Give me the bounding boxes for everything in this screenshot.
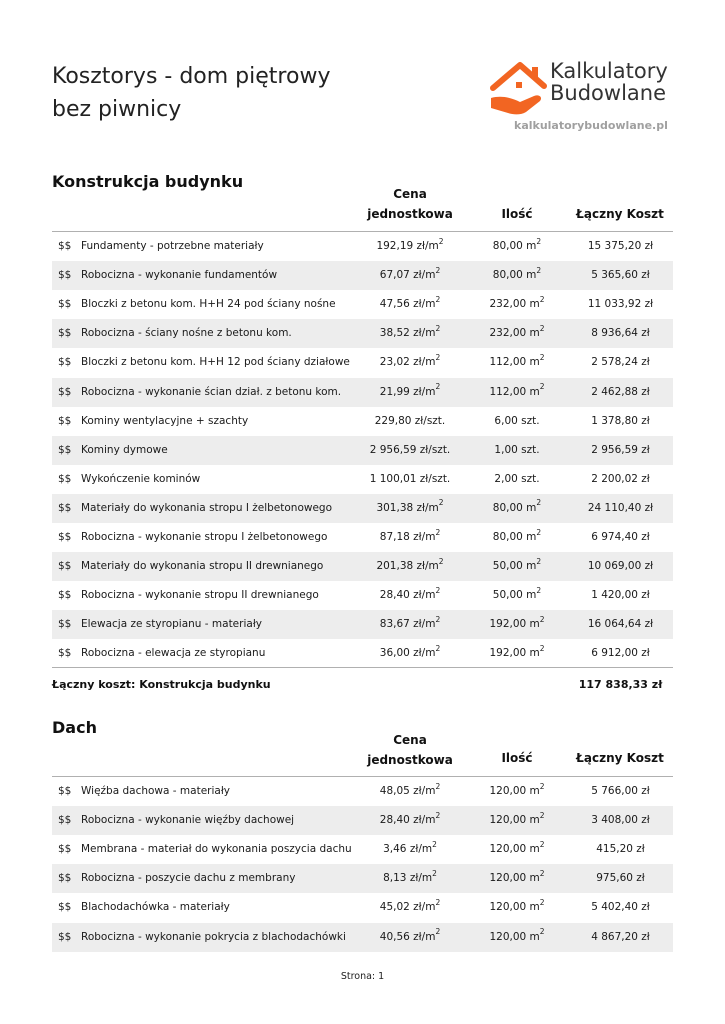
unit-price bbox=[357, 923, 463, 952]
price-level-symbol bbox=[58, 319, 71, 348]
line-total bbox=[572, 639, 669, 668]
item-name-text: Więźba dachowa - materiały bbox=[81, 785, 231, 797]
house-hand-icon bbox=[488, 58, 552, 118]
line-total-text: 2 200,02 zł bbox=[591, 472, 650, 485]
item-name bbox=[81, 494, 332, 523]
price-level-symbol bbox=[58, 378, 71, 407]
quantity-text: 50,00 m bbox=[492, 589, 537, 602]
item-name-text: Robocizna - elewacja ze styropianu bbox=[81, 647, 266, 660]
item-name bbox=[81, 552, 323, 581]
unit-price bbox=[357, 523, 463, 552]
quantity bbox=[469, 864, 565, 893]
line-total bbox=[572, 348, 669, 377]
item-name bbox=[81, 378, 341, 407]
line-total bbox=[572, 610, 669, 639]
table-row bbox=[52, 610, 673, 639]
document-title bbox=[52, 60, 330, 126]
col-header-price bbox=[357, 184, 463, 224]
col-header-price-line-2: jednostkowa bbox=[367, 753, 453, 767]
quantity-superscript: 2 bbox=[539, 294, 545, 304]
quantity-superscript: 2 bbox=[536, 236, 542, 246]
unit-price-text: 36,00 zł/m bbox=[379, 647, 436, 660]
unit-price-text: 28,40 zł/m bbox=[379, 814, 436, 827]
item-name bbox=[81, 261, 277, 290]
line-total bbox=[572, 407, 669, 436]
unit-price-superscript: 2 bbox=[435, 781, 441, 791]
price-level-symbol-text: $$ bbox=[58, 327, 72, 340]
unit-price-text: 1 100,01 zł/szt. bbox=[369, 472, 451, 485]
table-row bbox=[52, 893, 673, 922]
unit-price-text: 2 956,59 zł/szt. bbox=[369, 443, 451, 456]
price-level-symbol-text: $$ bbox=[58, 560, 72, 573]
item-name bbox=[81, 232, 264, 261]
unit-price bbox=[357, 319, 463, 348]
quantity-superscript: 2 bbox=[539, 614, 545, 624]
quantity bbox=[469, 610, 565, 639]
item-name bbox=[81, 581, 319, 610]
price-level-symbol-text: $$ bbox=[58, 618, 72, 631]
col-header-total: Łączny Koszt bbox=[576, 751, 664, 765]
unit-price-text: 87,18 zł/m bbox=[379, 531, 436, 543]
item-name-text: Kominy wentylacyjne + szachty bbox=[81, 414, 249, 427]
unit-price-superscript: 2 bbox=[432, 839, 437, 849]
unit-price-text: 23,02 zł/m bbox=[379, 356, 436, 369]
table-row bbox=[52, 378, 673, 407]
price-level-symbol bbox=[58, 290, 71, 319]
table-row bbox=[52, 777, 673, 806]
price-level-symbol-text: $$ bbox=[58, 472, 72, 485]
line-total-text: 5 365,60 zł bbox=[591, 269, 650, 282]
unit-price-superscript: 2 bbox=[438, 556, 444, 566]
price-level-symbol-text: $$ bbox=[58, 872, 72, 885]
table-row bbox=[52, 261, 673, 290]
quantity bbox=[469, 494, 565, 523]
unit-price-superscript: 2 bbox=[435, 382, 441, 391]
unit-price-superscript: 2 bbox=[435, 527, 441, 537]
quantity-text: 112,00 m bbox=[489, 385, 540, 398]
unit-price bbox=[357, 407, 463, 436]
item-name-text: Bloczki z betonu kom. H+H 24 pod ściany nośne bbox=[81, 298, 336, 311]
quantity-superscript: 2 bbox=[539, 781, 545, 791]
table-row bbox=[52, 864, 673, 893]
unit-price bbox=[357, 864, 463, 893]
unit-price-superscript: 2 bbox=[435, 614, 441, 624]
item-name bbox=[81, 465, 200, 494]
price-level-symbol bbox=[58, 436, 71, 465]
col-header-total: Łączny Koszt bbox=[576, 207, 664, 221]
table-row bbox=[52, 319, 673, 348]
quantity-text: 192,00 m bbox=[489, 618, 540, 631]
line-total-text: 6 912,00 zł bbox=[591, 647, 650, 660]
price-level-symbol-text: $$ bbox=[58, 785, 72, 797]
price-level-symbol-text: $$ bbox=[58, 814, 72, 827]
unit-price bbox=[357, 436, 463, 465]
table-row bbox=[52, 552, 673, 581]
line-total bbox=[572, 923, 669, 952]
table-row bbox=[52, 494, 673, 523]
unit-price-text: 47,56 zł/m bbox=[379, 298, 436, 311]
quantity-superscript: 2 bbox=[536, 556, 542, 566]
unit-price bbox=[357, 290, 463, 319]
quantity-text: 80,00 m bbox=[492, 240, 537, 252]
item-name-text: Robocizna - wykonanie fundamentów bbox=[81, 269, 278, 282]
line-total-text: 15 375,20 zł bbox=[587, 240, 654, 252]
table-row bbox=[52, 465, 673, 494]
line-total bbox=[572, 436, 669, 465]
line-total bbox=[572, 465, 669, 494]
item-name-text: Robocizna - poszycie dachu z membrany bbox=[81, 872, 296, 885]
quantity-text: 6,00 szt. bbox=[494, 414, 540, 427]
quantity-superscript: 2 bbox=[539, 927, 545, 936]
section-total-label: Łączny koszt: Konstrukcja budynku bbox=[52, 678, 271, 691]
price-level-symbol bbox=[58, 581, 71, 610]
quantity-superscript: 2 bbox=[536, 527, 542, 537]
unit-price-superscript: 2 bbox=[435, 294, 441, 304]
table-row bbox=[52, 581, 673, 610]
site-url[interactable]: kalkulatorybudowlane.pl bbox=[514, 119, 668, 132]
quantity bbox=[469, 319, 565, 348]
line-total bbox=[572, 494, 669, 523]
quantity-text: 120,00 m bbox=[489, 843, 540, 856]
quantity bbox=[469, 378, 565, 407]
item-name bbox=[81, 835, 352, 864]
quantity bbox=[469, 261, 565, 290]
quantity-text: 80,00 m bbox=[492, 269, 537, 282]
item-name-text: Kominy dymowe bbox=[81, 443, 168, 456]
item-name bbox=[81, 436, 168, 465]
unit-price-text: 28,40 zł/m bbox=[379, 589, 436, 602]
logo-text bbox=[550, 60, 668, 104]
line-total-text: 3 408,00 zł bbox=[591, 814, 650, 827]
price-level-symbol-text: $$ bbox=[58, 356, 72, 369]
quantity bbox=[469, 923, 565, 952]
line-total-text: 10 069,00 zł bbox=[587, 560, 654, 573]
item-name-text: Materiały do wykonania stropu II drewnianego bbox=[81, 560, 324, 573]
quantity-text: 120,00 m bbox=[489, 785, 540, 797]
table-row bbox=[52, 407, 673, 436]
quantity bbox=[469, 465, 565, 494]
item-name-text: Robocizna - ściany nośne z betonu kom. bbox=[81, 327, 292, 340]
price-level-symbol-text: $$ bbox=[58, 240, 72, 252]
line-total-text: 6 974,40 zł bbox=[591, 531, 650, 543]
quantity-superscript: 2 bbox=[539, 352, 545, 362]
section-total-value: 117 838,33 zł bbox=[578, 678, 663, 691]
price-level-symbol bbox=[58, 348, 71, 377]
unit-price bbox=[357, 610, 463, 639]
unit-price bbox=[357, 581, 463, 610]
quantity bbox=[469, 639, 565, 668]
price-level-symbol bbox=[58, 494, 71, 523]
line-total bbox=[572, 581, 669, 610]
item-name-text: Robocizna - wykonanie pokrycia z blachodachówki bbox=[81, 930, 346, 943]
section-dach bbox=[52, 718, 673, 958]
quantity bbox=[469, 232, 565, 261]
price-level-symbol bbox=[58, 864, 71, 893]
quantity bbox=[469, 407, 565, 436]
unit-price-text: 192,19 zł/m bbox=[376, 240, 439, 252]
quantity-superscript: 2 bbox=[539, 897, 545, 907]
unit-price-superscript: 2 bbox=[435, 927, 441, 936]
price-level-symbol-text: $$ bbox=[58, 414, 72, 427]
unit-price-text: 21,99 zł/m bbox=[379, 385, 436, 398]
item-name-text: Elewacja ze styropianu - materiały bbox=[81, 618, 263, 631]
unit-price bbox=[357, 835, 463, 864]
table-row bbox=[52, 348, 673, 377]
quantity bbox=[469, 777, 565, 806]
item-name bbox=[81, 639, 265, 668]
quantity bbox=[469, 523, 565, 552]
line-total-text: 11 033,92 zł bbox=[587, 298, 654, 311]
unit-price-superscript: 2 bbox=[435, 643, 441, 653]
col-header-qty: Ilość bbox=[501, 751, 533, 765]
page-number: Strona: 1 bbox=[340, 971, 385, 982]
quantity-text: 120,00 m bbox=[489, 872, 540, 885]
line-total bbox=[572, 261, 669, 290]
quantity-text: 120,00 m bbox=[489, 930, 540, 943]
line-total-text: 2 956,59 zł bbox=[591, 443, 650, 456]
price-level-symbol bbox=[58, 835, 71, 864]
quantity bbox=[469, 348, 565, 377]
item-name bbox=[81, 864, 295, 893]
line-total-text: 1 378,80 zł bbox=[591, 414, 650, 427]
quantity-superscript: 2 bbox=[539, 323, 545, 333]
unit-price-superscript: 2 bbox=[438, 236, 444, 246]
price-level-symbol bbox=[58, 893, 71, 922]
table-row bbox=[52, 923, 673, 952]
item-name-text: Robocizna - wykonanie stropu II drewnianego bbox=[81, 589, 319, 602]
quantity-text: 1,00 szt. bbox=[494, 443, 540, 456]
quantity-superscript: 2 bbox=[539, 868, 545, 878]
unit-price-text: 45,02 zł/m bbox=[379, 901, 436, 914]
unit-price bbox=[357, 893, 463, 922]
quantity bbox=[469, 581, 565, 610]
col-header-qty: Ilość bbox=[501, 207, 533, 221]
unit-price-text: 3,46 zł/m bbox=[383, 843, 433, 856]
line-total bbox=[572, 777, 669, 806]
item-name-text: Robocizna - wykonanie ścian dział. z betonu kom. bbox=[81, 385, 342, 398]
unit-price-superscript: 2 bbox=[435, 323, 441, 333]
quantity bbox=[469, 436, 565, 465]
line-total bbox=[572, 806, 669, 835]
line-total-text: 4 867,20 zł bbox=[591, 930, 650, 943]
item-name bbox=[81, 777, 230, 806]
total-divider bbox=[52, 667, 673, 668]
line-total bbox=[572, 319, 669, 348]
item-name-text: Robocizna - wykonanie więźby dachowej bbox=[81, 814, 295, 827]
item-name bbox=[81, 319, 292, 348]
unit-price-text: 67,07 zł/m bbox=[379, 269, 436, 282]
price-level-symbol bbox=[58, 407, 71, 436]
price-level-symbol-text: $$ bbox=[58, 501, 72, 514]
col-header-price-line-2: jednostkowa bbox=[367, 207, 453, 221]
quantity bbox=[469, 893, 565, 922]
title-line-1: Kosztorys - dom piętrowy bbox=[52, 64, 331, 89]
unit-price bbox=[357, 465, 463, 494]
brand-logo bbox=[488, 58, 688, 118]
quantity-text: 232,00 m bbox=[489, 327, 540, 340]
quantity-text: 80,00 m bbox=[492, 531, 537, 543]
quantity bbox=[469, 835, 565, 864]
price-level-symbol bbox=[58, 552, 71, 581]
quantity-text: 50,00 m bbox=[492, 560, 537, 573]
quantity-text: 80,00 m bbox=[492, 501, 537, 514]
unit-price-superscript: 2 bbox=[435, 265, 441, 275]
logo-line-2: Budowlane bbox=[550, 81, 667, 105]
item-name bbox=[81, 923, 346, 952]
line-total bbox=[572, 523, 669, 552]
price-level-symbol-text: $$ bbox=[58, 269, 72, 282]
item-name-text: Materiały do wykonania stropu I żelbetonowego bbox=[81, 501, 333, 514]
line-total-text: 2 462,88 zł bbox=[591, 385, 650, 398]
line-total bbox=[572, 835, 669, 864]
quantity-superscript: 2 bbox=[539, 382, 545, 391]
line-total-text: 415,20 zł bbox=[596, 843, 645, 856]
table-row bbox=[52, 523, 673, 552]
unit-price bbox=[357, 348, 463, 377]
quantity-text: 112,00 m bbox=[489, 356, 540, 369]
unit-price-superscript: 2 bbox=[435, 352, 441, 362]
line-total-text: 2 578,24 zł bbox=[591, 356, 650, 369]
quantity-superscript: 2 bbox=[536, 585, 542, 595]
price-level-symbol-text: $$ bbox=[58, 647, 72, 660]
line-total bbox=[572, 552, 669, 581]
price-level-symbol bbox=[58, 639, 71, 668]
item-name bbox=[81, 806, 294, 835]
price-level-symbol bbox=[58, 777, 71, 806]
price-level-symbol-text: $$ bbox=[58, 385, 72, 398]
price-level-symbol-text: $$ bbox=[58, 843, 72, 856]
price-level-symbol-text: $$ bbox=[58, 901, 72, 914]
unit-price-text: 229,80 zł/szt. bbox=[374, 414, 446, 427]
line-total-text: 5 402,40 zł bbox=[591, 901, 650, 914]
line-total bbox=[572, 378, 669, 407]
unit-price-text: 8,13 zł/m bbox=[383, 872, 433, 885]
quantity bbox=[469, 552, 565, 581]
unit-price-superscript: 2 bbox=[438, 498, 444, 508]
quantity-text: 120,00 m bbox=[489, 814, 540, 827]
col-header-price bbox=[357, 730, 463, 770]
quantity-text: 192,00 m bbox=[489, 647, 540, 660]
item-name-text: Fundamenty - potrzebne materiały bbox=[81, 240, 264, 252]
unit-price-text: 201,38 zł/m bbox=[376, 560, 439, 573]
col-header-price-line-1: Cena bbox=[393, 187, 427, 201]
table-row bbox=[52, 806, 673, 835]
unit-price bbox=[357, 232, 463, 261]
unit-price-text: 48,05 zł/m bbox=[379, 785, 436, 797]
item-name bbox=[81, 523, 327, 552]
quantity bbox=[469, 290, 565, 319]
table-row bbox=[52, 436, 673, 465]
item-name-text: Bloczki z betonu kom. H+H 12 pod ściany działowe bbox=[81, 356, 350, 369]
unit-price-superscript: 2 bbox=[432, 868, 437, 878]
item-name bbox=[81, 610, 262, 639]
price-level-symbol bbox=[58, 806, 71, 835]
item-name bbox=[81, 407, 248, 436]
item-name bbox=[81, 290, 336, 319]
section-title: Konstrukcja budynku bbox=[52, 172, 244, 191]
line-total-text: 24 110,40 zł bbox=[587, 501, 654, 514]
unit-price-text: 38,52 zł/m bbox=[379, 327, 436, 340]
unit-price-superscript: 2 bbox=[435, 810, 441, 820]
unit-price bbox=[357, 806, 463, 835]
unit-price bbox=[357, 494, 463, 523]
quantity-superscript: 2 bbox=[536, 498, 542, 508]
unit-price bbox=[357, 378, 463, 407]
unit-price-text: 40,56 zł/m bbox=[379, 930, 436, 943]
line-total bbox=[572, 864, 669, 893]
item-name bbox=[81, 893, 230, 922]
table-row bbox=[52, 835, 673, 864]
price-level-symbol bbox=[58, 610, 71, 639]
col-header-price-line-1: Cena bbox=[393, 733, 427, 747]
table-row bbox=[52, 232, 673, 261]
logo-line-1: Kalkulatory bbox=[550, 59, 668, 83]
unit-price bbox=[357, 777, 463, 806]
price-level-symbol-text: $$ bbox=[58, 589, 72, 602]
item-name bbox=[81, 348, 350, 377]
price-level-symbol-text: $$ bbox=[58, 531, 72, 543]
line-total-text: 16 064,64 zł bbox=[587, 618, 654, 631]
quantity bbox=[469, 806, 565, 835]
line-total-text: 8 936,64 zł bbox=[591, 327, 650, 340]
unit-price-text: 83,67 zł/m bbox=[379, 618, 436, 631]
section-title: Dach bbox=[52, 718, 97, 737]
unit-price bbox=[357, 639, 463, 668]
price-level-symbol bbox=[58, 261, 71, 290]
price-level-symbol bbox=[58, 923, 71, 952]
unit-price-superscript: 2 bbox=[435, 585, 441, 595]
unit-price bbox=[357, 261, 463, 290]
section-konstrukcja bbox=[52, 172, 673, 700]
item-name-text: Wykończenie kominów bbox=[81, 472, 201, 485]
line-total bbox=[572, 893, 669, 922]
unit-price bbox=[357, 552, 463, 581]
unit-price-text: 301,38 zł/m bbox=[376, 501, 439, 514]
unit-price-superscript: 2 bbox=[435, 897, 441, 907]
item-name-text: Membrana - materiał do wykonania poszycia dachu bbox=[81, 843, 352, 856]
table-row bbox=[52, 639, 673, 668]
line-total-text: 975,60 zł bbox=[596, 872, 645, 885]
quantity-superscript: 2 bbox=[539, 810, 545, 820]
table-row bbox=[52, 290, 673, 319]
quantity-text: 232,00 m bbox=[489, 298, 540, 311]
quantity-superscript: 2 bbox=[539, 839, 545, 849]
price-level-symbol-text: $$ bbox=[58, 443, 72, 456]
quantity-text: 2,00 szt. bbox=[494, 472, 540, 485]
line-total-text: 1 420,00 zł bbox=[591, 589, 650, 602]
line-total-text: 5 766,00 zł bbox=[591, 785, 650, 797]
quantity-superscript: 2 bbox=[539, 643, 545, 653]
item-name-text: Blachodachówka - materiały bbox=[81, 901, 230, 914]
item-name-text: Robocizna - wykonanie stropu I żelbetonowego bbox=[81, 531, 328, 543]
title-line-2: bez piwnicy bbox=[52, 97, 182, 122]
quantity-superscript: 2 bbox=[536, 265, 542, 275]
price-level-symbol bbox=[58, 465, 71, 494]
price-level-symbol bbox=[58, 232, 71, 261]
quantity-text: 120,00 m bbox=[489, 901, 540, 914]
price-level-symbol-text: $$ bbox=[58, 298, 72, 311]
line-total bbox=[572, 290, 669, 319]
price-level-symbol-text: $$ bbox=[58, 930, 72, 943]
line-total bbox=[572, 232, 669, 261]
price-level-symbol bbox=[58, 523, 71, 552]
